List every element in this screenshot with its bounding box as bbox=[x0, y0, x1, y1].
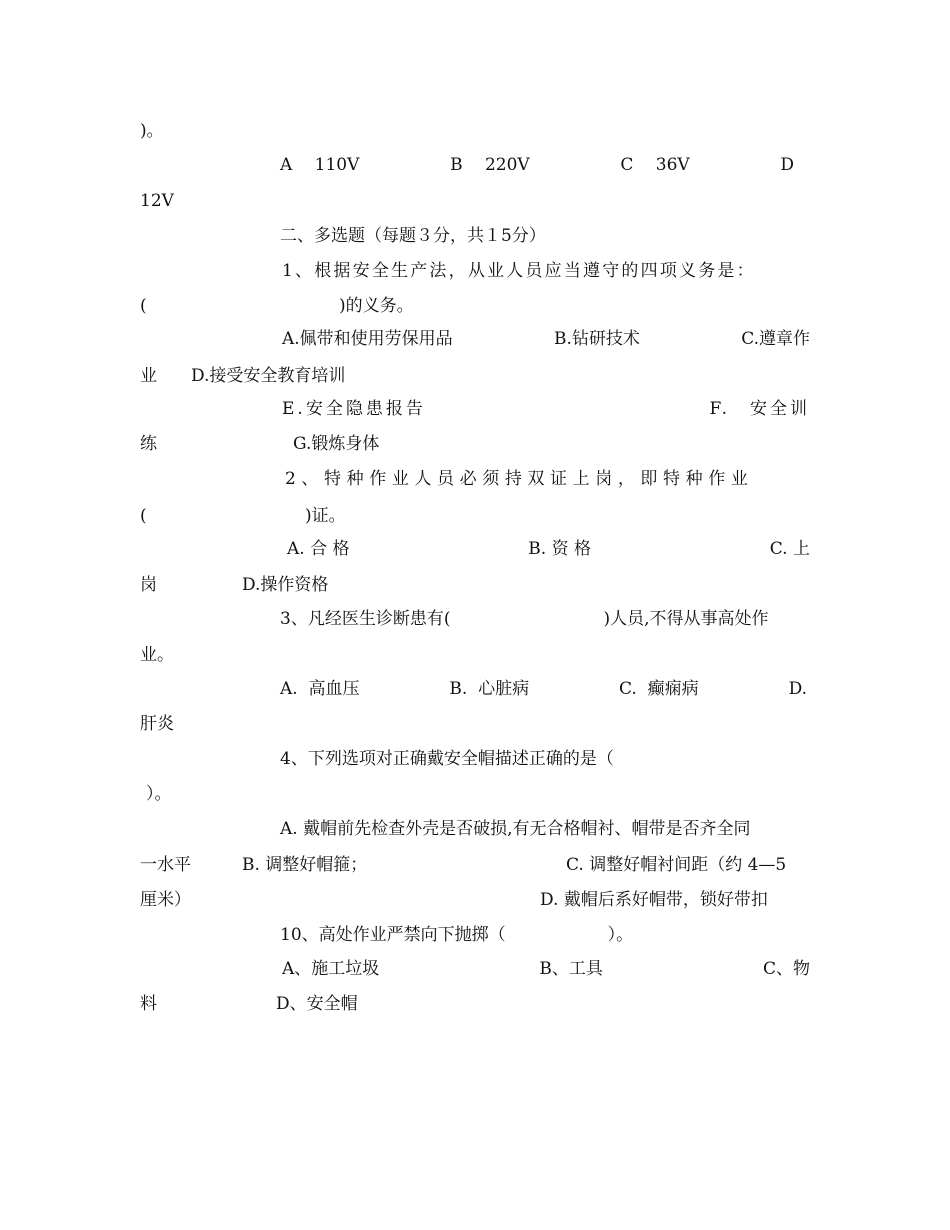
q4-stem-line1: 4、下列选项对正确戴安全帽描述正确的是（ bbox=[280, 749, 614, 769]
section-heading: 二、多选题（每题３分，共１5分） bbox=[280, 226, 546, 246]
q2-options-row1 bbox=[287, 538, 810, 560]
option-c: C 36V bbox=[620, 155, 690, 175]
option-d: D. bbox=[788, 679, 807, 699]
q4-option-line3b: D. 戴帽后系好帽带，锁好带扣 bbox=[540, 890, 768, 910]
option-e: E.安全隐患报告 bbox=[282, 399, 426, 419]
option-b: B.钻研技术 bbox=[553, 329, 640, 349]
q1-options-row4: 练 G.锻炼身体 bbox=[140, 434, 380, 454]
q1-options-row3 bbox=[282, 398, 810, 420]
q4-option-line2b: C. 调整好帽衬间距（约 4—5 bbox=[566, 855, 787, 875]
q10-options-row1 bbox=[282, 958, 810, 980]
option-c: C、物 bbox=[762, 959, 810, 979]
q4-stem-line2: ）。 bbox=[146, 784, 172, 804]
q10-options-row2: 料 D、安全帽 bbox=[140, 994, 358, 1014]
q10-stem-line1: 10、高处作业严禁向下抛掷（ ）。 bbox=[280, 925, 634, 945]
option-a: A、施工垃圾 bbox=[282, 959, 380, 979]
option-d: D bbox=[780, 155, 794, 175]
prev-question-option-wrap: 12V bbox=[140, 191, 174, 211]
q4-option-line1: A. 戴帽前先检查外壳是否破损,有无合格帽衬、帽带是否齐全同 bbox=[280, 819, 751, 839]
option-b: B、工具 bbox=[539, 959, 603, 979]
q3-options bbox=[280, 678, 807, 700]
q4-option-line2a: 一水平 B. 调整好帽箍； bbox=[140, 855, 368, 875]
q3-option-wrap: 肝炎 bbox=[140, 714, 174, 734]
option-c: C. 上 bbox=[769, 539, 810, 559]
option-c: C.遵章作 bbox=[741, 329, 810, 349]
q3-stem-line2: 业。 bbox=[140, 645, 174, 665]
option-b: B 220V bbox=[450, 155, 530, 175]
option-f: F. 安全训 bbox=[709, 399, 810, 419]
option-c: C. 癫痫病 bbox=[619, 679, 699, 699]
q1-options-row2: 业 D.接受安全教育培训 bbox=[140, 366, 346, 386]
option-b: B. 资 格 bbox=[528, 539, 591, 559]
option-a: A.佩带和使用劳保用品 bbox=[282, 329, 453, 349]
q1-options-row1 bbox=[282, 328, 810, 350]
option-a: A 110V bbox=[280, 155, 360, 175]
option-b: B. 心脏病 bbox=[449, 679, 530, 699]
option-a: A. 合 格 bbox=[287, 539, 350, 559]
q4-option-line3a: 厘米） bbox=[140, 890, 191, 910]
option-a: A. 高血压 bbox=[280, 679, 360, 699]
prev-question-options bbox=[280, 154, 794, 176]
q1-stem-line1: 1、根据安全生产法，从业人员应当遵守的四项义务是： bbox=[282, 261, 756, 281]
q3-stem-line1: 3、凡经医生诊断患有( )人员,不得从事高处作 bbox=[280, 609, 769, 629]
q2-stem-line2: ( )证。 bbox=[140, 506, 346, 526]
q2-options-row2: 岗 D.操作资格 bbox=[140, 575, 329, 595]
q1-stem-line2: ( )的义务。 bbox=[140, 296, 414, 316]
prev-question-stem-end: )。 bbox=[140, 121, 164, 141]
q2-stem-line1: 2、特种作业人员必须持双证上岗，即特种作业 bbox=[285, 469, 754, 489]
